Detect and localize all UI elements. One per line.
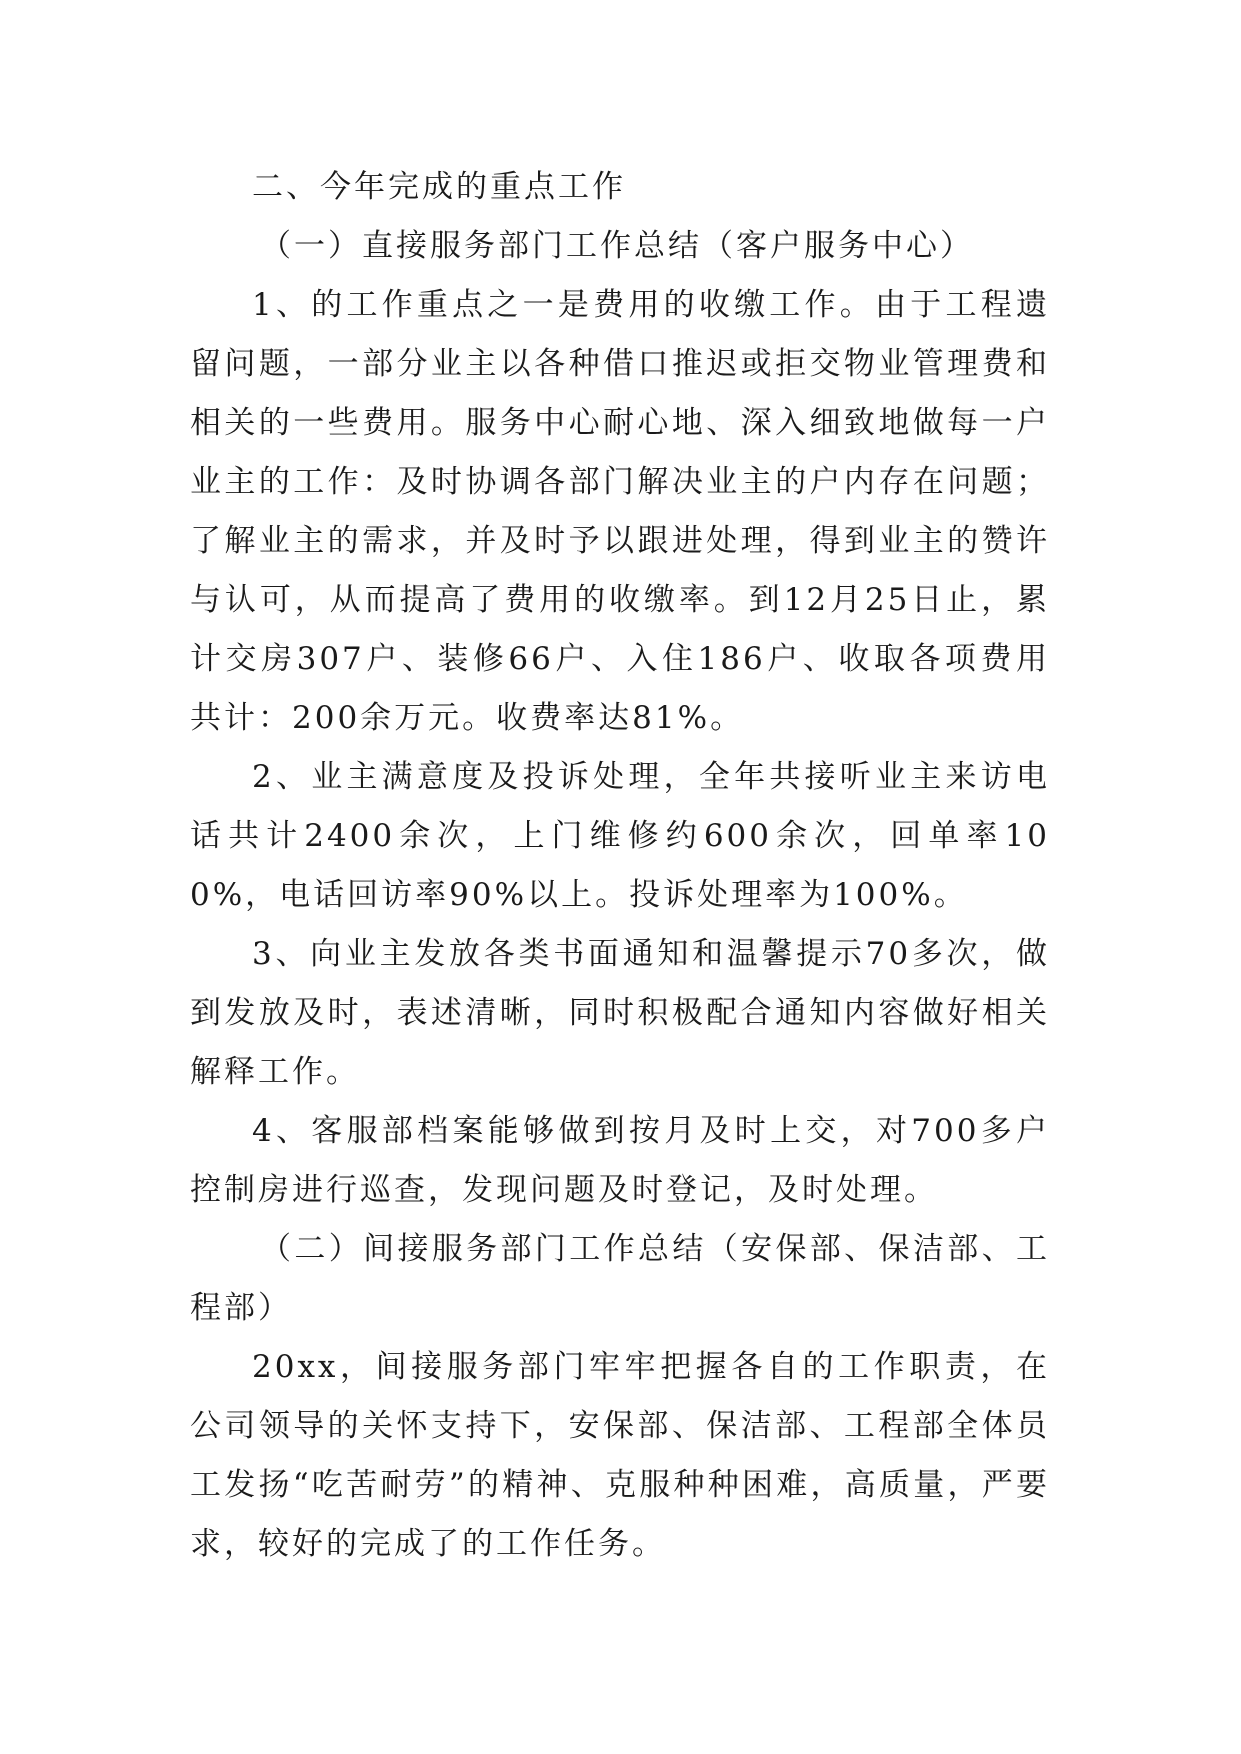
subsection-heading-direct-service: （一）直接服务部门工作总结（客户服务中心） [260,228,974,264]
section-heading: 二、今年完成的重点工作 [252,169,626,205]
paragraph-archives: 4、客服部档案能够做到按月及时上交，对700多户控制房进行巡查，发现问题及时登记，及时处理。 [190,1113,1050,1208]
paragraph-notices: 3、向业主发放各类书面通知和温馨提示70多次，做到发放及时，表述清晰，同时积极配合通知内容做好相关解释工作。 [190,936,1050,1090]
subsection-heading-indirect-service: （二）间接服务部门工作总结（安保部、保洁部、工程部） [190,1231,1050,1326]
paragraph-indirect-summary: 20xx，间接服务部门牢牢把握各自的工作职责，在公司领导的关怀支持下，安保部、保洁部、工程部全体员工发扬“吃苦耐劳”的精神、克服种种困难，高质量，严要求，较好的完成了的工作任务。 [190,1349,1050,1562]
document-body [190,158,1050,1574]
paragraph-satisfaction-complaints: 2、业主满意度及投诉处理，全年共接听业主来访电话共计2400余次，上门维修约600余次，回单率100%，电话回访率90%以上。投诉处理率为100%。 [190,759,1050,913]
paragraph-fee-collection: 1、的工作重点之一是费用的收缴工作。由于工程遗留问题，一部分业主以各种借口推迟或拒交物业管理费和相关的一些费用。服务中心耐心地、深入细致地做每一户业主的工作：及时协调各部门解决业主的户内存在问题；了解业主的需求，并及时予以跟进处理，得到业主的赞许与认可，从而提高了费用的收缴率。到12月25日止，累计交房307户、装修66户、入住186户、收取各项费用共计：200余万元。收费率达81%。 [190,287,1050,736]
